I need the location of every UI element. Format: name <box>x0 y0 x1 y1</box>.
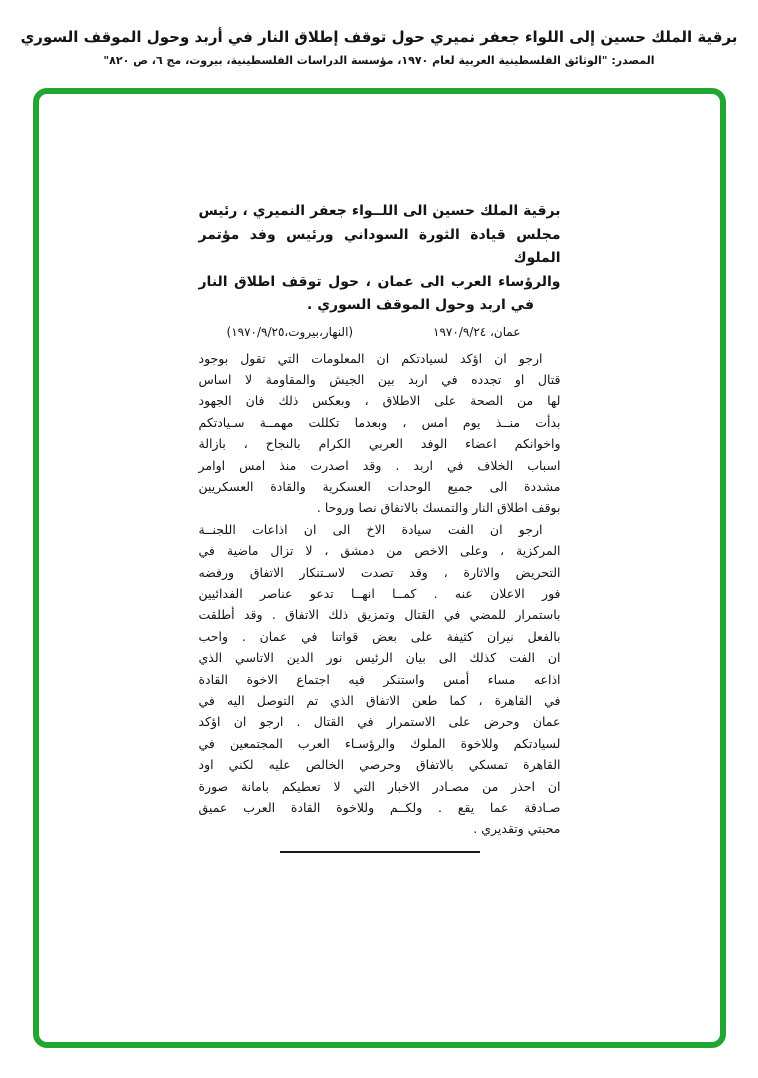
text-line: القاهرة تمسكي بالاتفاق وحرصي الخالص عليه لكني اود <box>198 757 561 773</box>
text-line: في القاهرة ، كما طعن الاتفاق الذي تم التوصل اليه في <box>198 693 561 708</box>
text-line: اسباب الخلاف في اربد . وقد اصدرت منذ امس اوامر <box>198 457 561 473</box>
text-line: لسيادتكم وللاخوة الملوك والرؤسـاء العرب المجتمعين في <box>198 735 561 751</box>
page-title: برقية الملك حسين إلى اللواء جعفر نميري حول توقف إطلاق النار في أربد وحول الموقف السوري <box>20 28 738 46</box>
paragraph <box>199 519 561 840</box>
text-line: قتال او تجدده في اربد بين الجيش والمقاومة لا اساس <box>198 371 561 387</box>
text-line: بدأت منــذ يوم امس ، وبعدما تكللت مهمــة سـيادتكم <box>198 414 561 430</box>
dateline <box>199 325 561 339</box>
text-line: محبتي وتقديري . <box>473 821 561 837</box>
text-line: ارجو ان اؤكد لسيادتكم ان المعلومات التي تقول بوجود <box>198 350 543 366</box>
text-line: مشددة الى جميع الوحدات العسكرية والقادة العسكريين <box>198 478 561 494</box>
dateline-place-date: عمان، ١٩٧٠/٩/٢٤ <box>433 324 521 339</box>
text-line: فور الاعلان عنه . كمــا انهــا تدعو عناصر الفدائيين <box>198 585 561 601</box>
telegram-content <box>199 200 561 853</box>
signature-rule <box>280 851 480 853</box>
text-line: التحريض والاثارة ، وقد تصدت لاسـتنكار الاتفاق ورفضه <box>198 564 561 580</box>
text-line: ارجو ان الفت سيادة الاخ الى ان اذاعات اللجنــة <box>198 521 543 537</box>
text-line: برقية الملك حسين الى اللــواء جعفر النميري ، رئيس <box>198 203 561 219</box>
text-line: لها من الصحة على الاطلاق ، وبعكس ذلك فان الجهود <box>198 393 561 409</box>
text-line: المركزية ، وعلى الاخص من دمشق ، لا تزال ماضية في <box>198 543 561 559</box>
text-line: صـادقة عما يقع . ولكــم وللاخوة القادة العرب عميق <box>198 800 561 816</box>
text-line: باستمرار للمضي في القتال وتمزيق ذلك الاتفاق . وقد أطلقت <box>198 607 561 623</box>
text-line: مجلس قيادة الثورة السوداني ورئيس وفد مؤتمر الملوك <box>198 226 561 266</box>
text-line: والرؤساء العرب الى عمان ، حول توقف اطلاق النار <box>198 273 561 290</box>
text-line: اذاعه مساء أمس واستنكر فيه اجتماع الاخوة القادة <box>198 671 561 687</box>
telegram-frame <box>33 88 726 1048</box>
text-line: ان احذر من مصـادر الاخبار التي لا تعطيكم بامانة صورة <box>198 778 561 794</box>
telegram-heading <box>199 200 561 318</box>
dateline-press-reference: (النهار،بيروت،١٩٧٠/٩/٢٥) <box>226 324 354 339</box>
text-line: عمان وحرض على الاستمرار في القتال . ارجو ان اؤكد <box>198 714 561 730</box>
paragraph <box>199 348 561 519</box>
text-line: ان الفت كذلك الى بيان الرئيس نور الدين الاتاسي الذي <box>198 650 561 666</box>
document-header <box>0 0 758 67</box>
telegram-body <box>199 348 561 840</box>
text-line: بوقف اطلاق النار والتمسك بالاتفاق نصا وروحا . <box>316 500 561 516</box>
text-line: واخوانكم اعضاء الوفد العربي الكرام بالنجاح ، بازالة <box>198 436 561 452</box>
source-citation: المصدر: "الوثائق الفلسطينية العربية لعام ١٩٧٠، مؤسسة الدراسات الفلسطينية، بيروت، مج ٦، ص ٨٢٠" <box>103 54 655 67</box>
text-line: بالفعل نيران كثيفة على بعض قواتنا في عمان . واحب <box>198 628 561 644</box>
text-line: في اربد وحول الموقف السوري . <box>307 297 534 313</box>
